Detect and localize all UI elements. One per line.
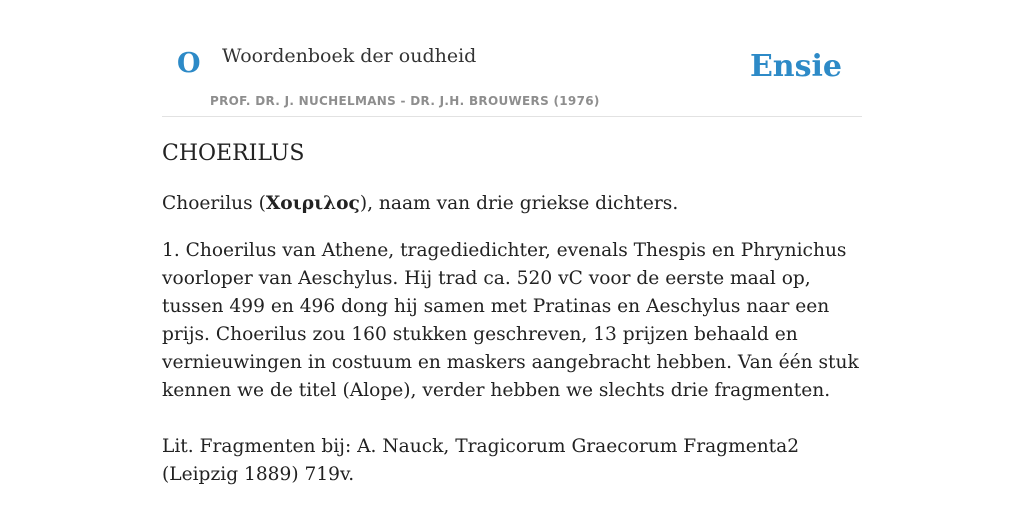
lead-text-before: Choerilus (	[162, 193, 266, 214]
literature-reference: Lit. Fragmenten bij: A. Nauck, Tragicorum Graecorum Fragmenta2 (Leipzig 1889) 719v.	[162, 436, 800, 485]
book-title[interactable]: Woordenboek der oudheid	[222, 45, 477, 67]
entry-body	[162, 190, 862, 489]
lead-text-after: ), naam van drie griekse dichters.	[359, 193, 679, 214]
paragraph-1: 1. Choerilus van Athene, tragediedichter, evenals Thespis en Phrynichus voorloper van Aeschylus. Hij trad ca. 520 vC voor de eerste maal op, tussen 499 en 496 dong hij samen met Pratinas en Aeschylus naar een prijs. Choerilus zou 160 stukken geschreven, 13 prijzen behaald en vernieuwingen in costuum en maskers aangebracht hebben. Van één stuk kennen we de titel (Alope), verder hebben we slechts drie fragmenten.	[162, 240, 859, 401]
entry-title: CHOERILUS	[162, 141, 305, 166]
index-letter[interactable]: O	[177, 48, 201, 79]
ensie-logo[interactable]: Ensie	[749, 49, 842, 84]
book-author: PROF. DR. J. NUCHELMANS - DR. J.H. BROUWERS (1976)	[210, 94, 600, 108]
greek-name: Χοιριλος	[265, 193, 360, 214]
entry-lead	[162, 190, 862, 218]
book-header	[162, 0, 862, 117]
